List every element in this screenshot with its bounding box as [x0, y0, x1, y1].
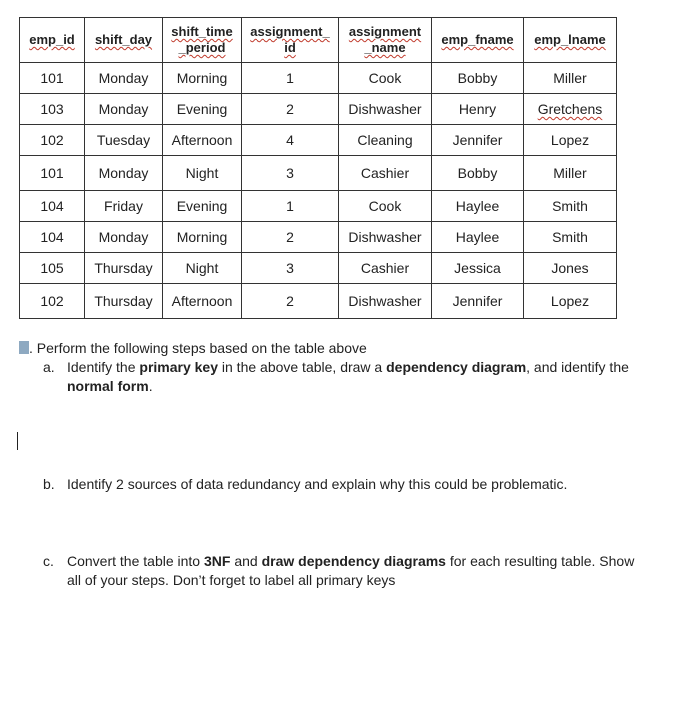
header-emp-id: emp_id: [20, 18, 85, 63]
question-b: b. Identify 2 sources of data redundancy and explain why this could be problematic.: [43, 476, 568, 492]
table-cell: Cashier: [339, 253, 432, 284]
table-cell: Miller: [524, 156, 617, 191]
employee-shift-table: [19, 17, 617, 319]
table-cell: Smith: [524, 191, 617, 222]
table-cell: 102: [20, 284, 85, 319]
question-intro: . Perform the following steps based on the table above: [19, 339, 659, 358]
table-row: [20, 125, 617, 156]
table-cell: Jennifer: [432, 284, 524, 319]
table-cell: Cleaning: [339, 125, 432, 156]
table-cell: 102: [20, 125, 85, 156]
table-cell: Henry: [432, 94, 524, 125]
header-emp-lname: emp_lname: [524, 18, 617, 63]
table-cell: 1: [242, 63, 339, 94]
table-cell: Dishwasher: [339, 94, 432, 125]
table-cell: Cashier: [339, 156, 432, 191]
table-row: [20, 222, 617, 253]
table-cell: Lopez: [524, 284, 617, 319]
table-row: [20, 253, 617, 284]
table-cell: Morning: [163, 222, 242, 253]
table-cell: 3: [242, 253, 339, 284]
table-cell: Haylee: [432, 222, 524, 253]
table-row: [20, 63, 617, 94]
table-cell: Monday: [85, 222, 163, 253]
table-cell: 105: [20, 253, 85, 284]
table-cell: 2: [242, 284, 339, 319]
table-cell: Jessica: [432, 253, 524, 284]
table-cell: Dishwasher: [339, 284, 432, 319]
table-cell: Night: [163, 156, 242, 191]
table-cell: Monday: [85, 94, 163, 125]
header-shift-time-period: shift_time _period: [163, 18, 242, 63]
text-cursor: [17, 432, 18, 450]
table-row: [20, 284, 617, 319]
table-cell: 104: [20, 191, 85, 222]
table-cell: Tuesday: [85, 125, 163, 156]
table-cell: Jones: [524, 253, 617, 284]
table-body: [20, 63, 617, 319]
table-cell: Cook: [339, 63, 432, 94]
list-marker-icon: [19, 341, 29, 354]
table-cell: Thursday: [85, 284, 163, 319]
table-cell: Thursday: [85, 253, 163, 284]
table-cell: Evening: [163, 191, 242, 222]
table-cell: Monday: [85, 63, 163, 94]
table-cell: 2: [242, 222, 339, 253]
table-cell: 4: [242, 125, 339, 156]
table-cell: 104: [20, 222, 85, 253]
table-cell: Haylee: [432, 191, 524, 222]
table-cell: Gretchens: [524, 94, 617, 125]
table-cell: Bobby: [432, 156, 524, 191]
table-cell: Friday: [85, 191, 163, 222]
table-cell: Night: [163, 253, 242, 284]
table-cell: Evening: [163, 94, 242, 125]
table-row: [20, 94, 617, 125]
table-cell: 101: [20, 63, 85, 94]
header-shift-day: shift_day: [85, 18, 163, 63]
table-row: [20, 156, 617, 191]
question-a: a. Identify the primary key in the above table, draw a dependency diagram, and identify the normal form.: [43, 359, 629, 394]
header-assignment-id: assignment_ id: [242, 18, 339, 63]
table-cell: Afternoon: [163, 284, 242, 319]
table-row: [20, 191, 617, 222]
question-c: c. Convert the table into 3NF and draw dependency diagrams for each resulting table. Show all of your steps. Don’t forget to label all primary keys: [43, 553, 635, 588]
table-cell: Lopez: [524, 125, 617, 156]
header-assignment-name: assignment _name: [339, 18, 432, 63]
table-cell: Afternoon: [163, 125, 242, 156]
table-cell: 101: [20, 156, 85, 191]
table-cell: Cook: [339, 191, 432, 222]
header-emp-fname: emp_fname: [432, 18, 524, 63]
table-cell: 103: [20, 94, 85, 125]
table-cell: 1: [242, 191, 339, 222]
table-cell: Jennifer: [432, 125, 524, 156]
table-cell: Smith: [524, 222, 617, 253]
table-header-row: [20, 18, 617, 63]
table-cell: Bobby: [432, 63, 524, 94]
table-cell: Morning: [163, 63, 242, 94]
table-cell: Monday: [85, 156, 163, 191]
table-cell: 3: [242, 156, 339, 191]
table-cell: Dishwasher: [339, 222, 432, 253]
table-cell: Miller: [524, 63, 617, 94]
table-cell: 2: [242, 94, 339, 125]
